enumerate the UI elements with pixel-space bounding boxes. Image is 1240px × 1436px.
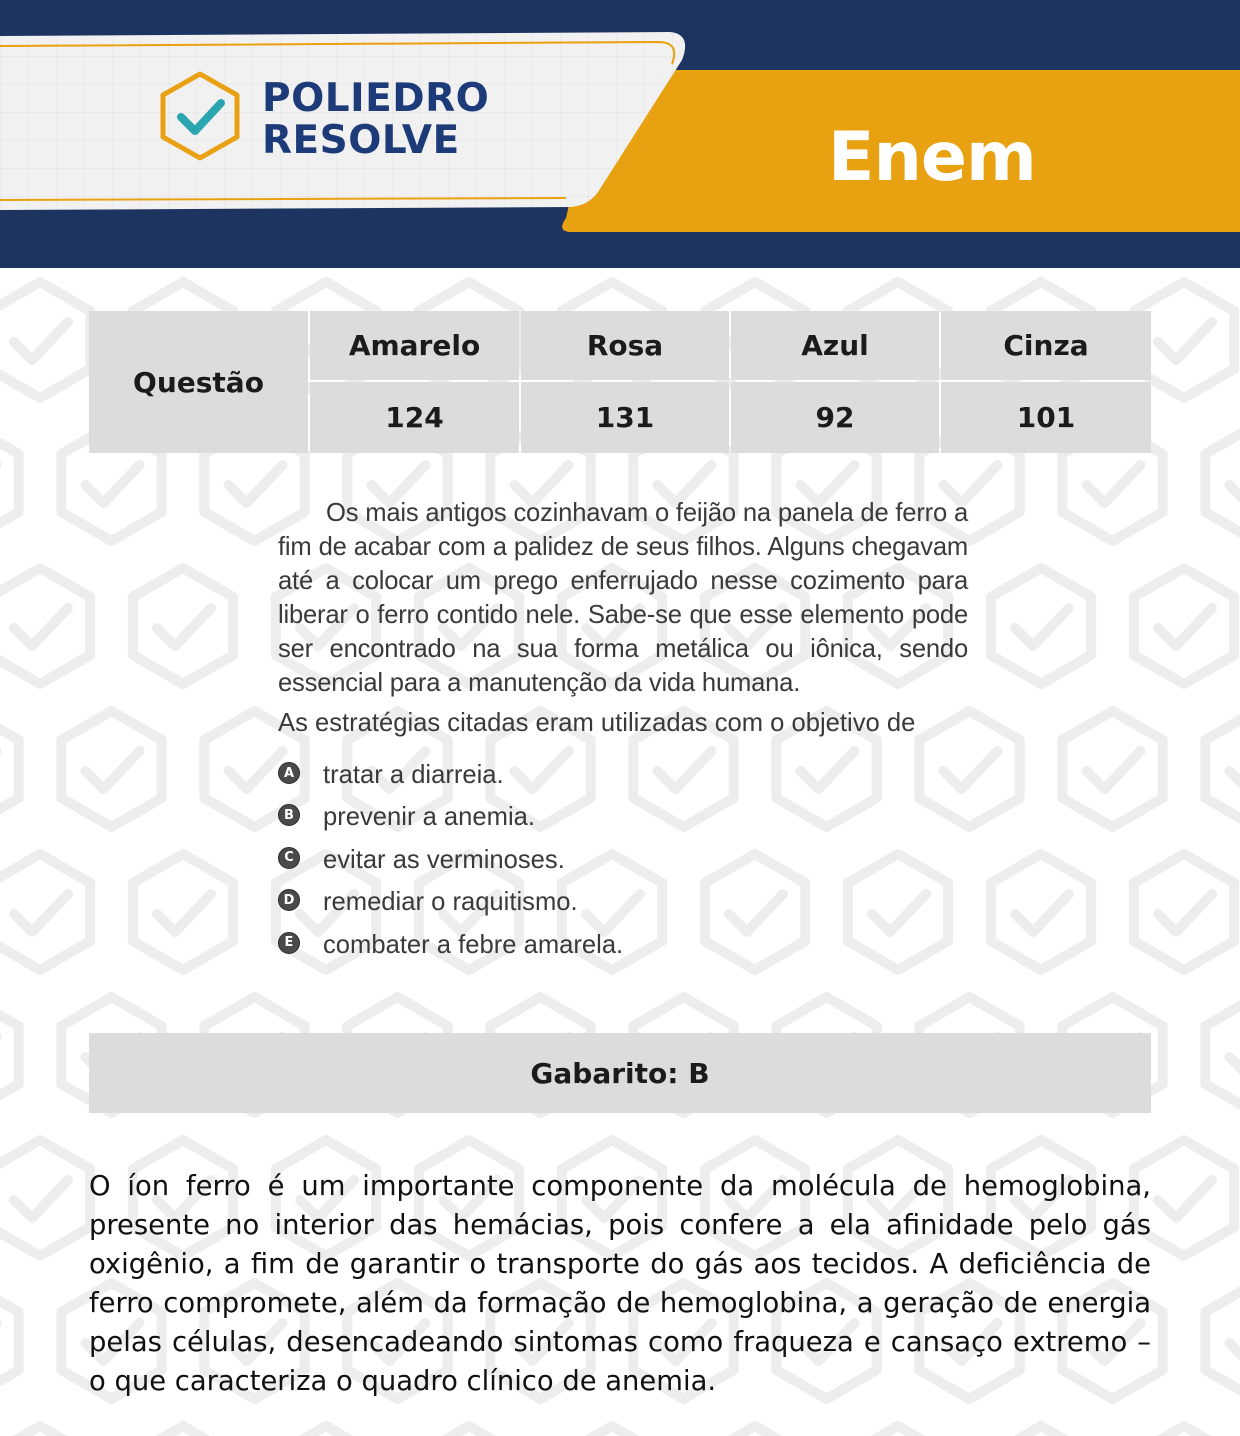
pattern-check-icon [229, 465, 283, 503]
question-prompt: As estratégias citadas eram utilizadas com o objetivo de [278, 709, 916, 737]
option-text: combater a febre amarela. [323, 930, 624, 959]
pattern-hexagon [1134, 568, 1234, 684]
pattern-hexagon [0, 997, 19, 1113]
color-header-cell [731, 311, 939, 380]
pattern-hexagon [1062, 711, 1162, 827]
pattern-check-icon [14, 1180, 68, 1218]
option-text: remediar o raquitismo. [323, 888, 578, 917]
pattern-hexagon [0, 425, 19, 541]
question-stem: Os mais antigos cozinhavam o feijão na panela de ferro a fim de acabar com a palidez de seus filhos. Alguns chegavam até a colocar um prego enferrujado nesse cozimento para liberar o ferro contido nele. Sabe-se que esse elemento pode ser encontrado na sua forma metálica ou iônica, sendo essencial para a manutenção da vida humana. [278, 499, 968, 697]
pattern-check-icon [1158, 608, 1212, 646]
pattern-check-icon [1015, 608, 1069, 646]
pattern-hexagon [133, 568, 233, 684]
question-number-cell [521, 382, 729, 453]
question-number-table [89, 311, 1151, 453]
question-block [278, 496, 968, 740]
option-text: tratar a diarreia. [323, 761, 504, 789]
pattern-check-icon [229, 751, 283, 789]
pattern-check-icon [1230, 1037, 1240, 1075]
brand-line-2: RESOLVE [262, 118, 460, 163]
pattern-hexagon [0, 1426, 90, 1436]
answer-key-text: Gabarito: B [530, 1056, 710, 1090]
option-letter-badge: C [278, 847, 300, 869]
header-banner [0, 0, 1240, 268]
pattern-check-icon [658, 751, 712, 789]
pattern-check-icon [1087, 751, 1141, 789]
question-number: 131 [595, 401, 655, 434]
pattern-hexagon [1134, 1426, 1234, 1436]
explanation-text: O íon ferro é um importante componente da molécula de hemoglobina, presente no interior das hemácias, pois confere a ela afinidade pelo gás oxigênio, a fim de garantir o transporte do gás aos tecidos. A deficiência de ferro compromete, além da formação de hemoglobina, a geração de energia pelas células, desencadeando sintomas como fraqueza e cansaço extremo – o que caracteriza o quadro clínico de anemia. [89, 1171, 1151, 1397]
question-number: 101 [1016, 401, 1076, 434]
color-header-cell [941, 311, 1151, 380]
pattern-hexagon [991, 1426, 1091, 1436]
pattern-hexagon [133, 1426, 233, 1436]
pattern-hexagon [991, 854, 1091, 970]
pattern-hexagon [705, 1426, 805, 1436]
pattern-hexagon [1205, 1283, 1240, 1399]
question-number-cell [941, 382, 1151, 453]
pattern-check-icon [515, 751, 569, 789]
pattern-hexagon [0, 1283, 19, 1399]
pattern-check-icon [86, 465, 140, 503]
question-number: 124 [385, 401, 444, 434]
color-header-cell [521, 311, 729, 380]
pattern-check-icon [1230, 1323, 1240, 1361]
pattern-hexagon [1205, 711, 1240, 827]
pattern-hexagon [562, 1426, 662, 1436]
color-label: Amarelo [348, 329, 481, 362]
option-letter-badge: E [278, 932, 300, 954]
question-number-cell [731, 382, 939, 453]
pattern-check-icon [14, 608, 68, 646]
check-badge-icon [157, 70, 243, 162]
pattern-check-icon [944, 751, 998, 789]
color-label: Cinza [1003, 329, 1089, 362]
pattern-check-icon [14, 322, 68, 360]
color-label: Azul [801, 329, 869, 362]
option-letter-badge: D [278, 889, 300, 911]
pattern-hexagon [848, 1426, 948, 1436]
pattern-hexagon [1134, 854, 1234, 970]
pattern-hexagon [419, 1426, 519, 1436]
pattern-check-icon [157, 608, 211, 646]
option-text: prevenir a anemia. [323, 803, 535, 832]
pattern-check-icon [157, 894, 211, 932]
exam-title: Enem [828, 118, 1036, 197]
question-label-cell [89, 311, 308, 453]
answer-key-banner [89, 1033, 1151, 1113]
option-letter-badge: B [278, 804, 300, 826]
pattern-hexagon [133, 854, 233, 970]
pattern-check-icon [1087, 465, 1141, 503]
pattern-check-icon [1158, 322, 1212, 360]
pattern-hexagon [1205, 425, 1240, 541]
pattern-check-icon [872, 894, 926, 932]
pattern-check-icon [801, 751, 855, 789]
question-number: 92 [815, 401, 855, 434]
option-text: evitar as verminoses. [323, 845, 565, 874]
pattern-check-icon [1230, 465, 1240, 503]
pattern-hexagon [61, 711, 161, 827]
pattern-check-icon [1230, 751, 1240, 789]
pattern-check-icon [86, 751, 140, 789]
pattern-check-icon [1015, 894, 1069, 932]
color-label: Rosa [586, 329, 664, 362]
pattern-check-icon [729, 894, 783, 932]
pattern-check-icon [14, 894, 68, 932]
pattern-hexagon [276, 1426, 376, 1436]
pattern-hexagon [848, 854, 948, 970]
pattern-check-icon [1158, 1180, 1212, 1218]
pattern-check-icon [586, 894, 640, 932]
pattern-hexagon [1205, 997, 1240, 1113]
pattern-hexagon [991, 568, 1091, 684]
question-label: Questão [133, 365, 264, 399]
option-letter-badge: A [278, 762, 300, 784]
color-header-cell [310, 311, 519, 380]
brand-logo-text [262, 78, 489, 162]
brand-line-1: POLIEDRO [262, 76, 490, 121]
pattern-hexagon [0, 711, 19, 827]
pattern-hexagon [705, 854, 805, 970]
question-number-cell [310, 382, 519, 453]
pattern-check-icon [1158, 894, 1212, 932]
